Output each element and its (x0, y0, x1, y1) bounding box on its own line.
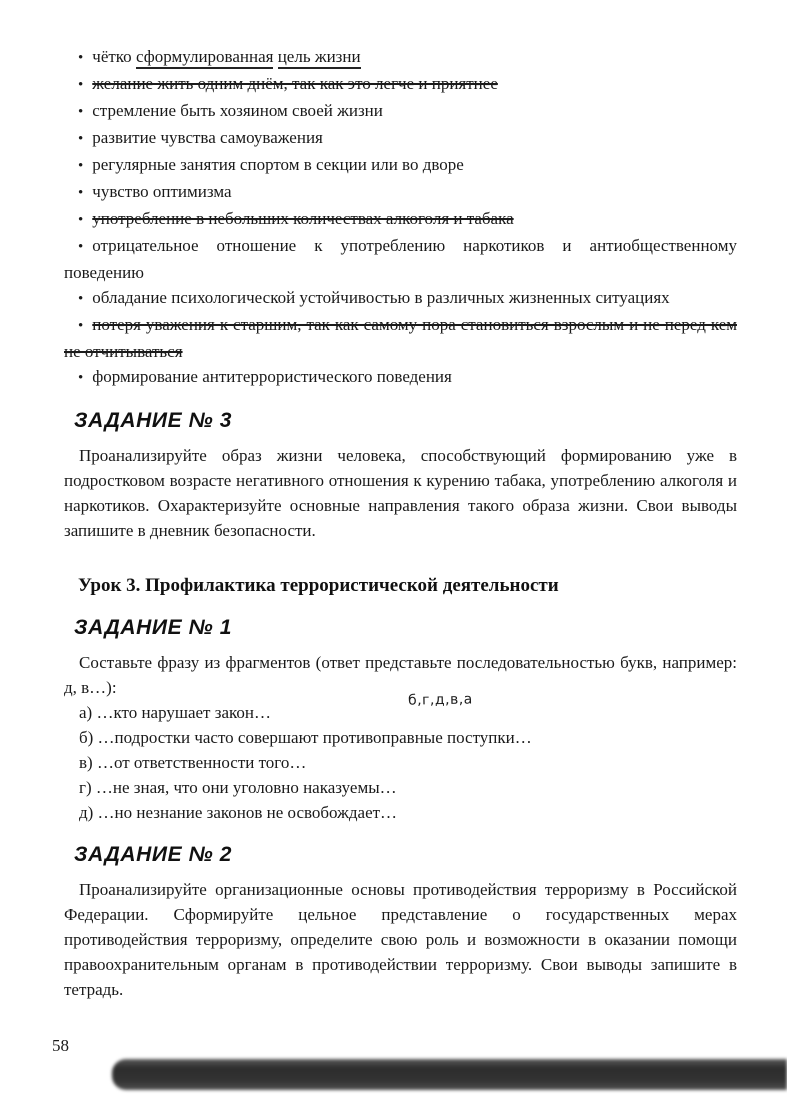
page-number: 58 (52, 1036, 69, 1055)
list-item-text: развитие чувства самоуважения (92, 128, 323, 147)
list-item-text: чётко сформулированная цель жизни (92, 47, 360, 69)
bullet-icon: • (78, 318, 84, 334)
bullet-icon: • (78, 158, 84, 174)
bullet-icon: • (78, 131, 84, 147)
list-item-text: обладание психологической устойчивостью в различных жизненных ситуациях (92, 288, 670, 307)
fragment-item: д) …но незнание законов не освобождает… (79, 803, 398, 822)
list-item-text: регулярные занятия спортом в секции или во дворе (92, 155, 464, 174)
list-item-text: отрицательное отношение к употреблению наркотиков и антиобщественному поведению (64, 236, 737, 282)
list-item (64, 98, 737, 125)
scan-artifact-band (112, 1059, 787, 1090)
lesson-heading: Урок 3. Профилактика террористической деятельности (78, 575, 559, 596)
list-item (64, 44, 737, 71)
list-item-text: чувство оптимизма (92, 182, 232, 201)
bullet-icon: • (78, 370, 84, 386)
pen-underline: цель жизни (278, 47, 361, 69)
task2-heading: ЗАДАНИЕ № 2 (74, 843, 233, 866)
list-item-text: стремление быть хозяином своей жизни (92, 101, 383, 120)
fragment-item: г) …не зная, что они уголовно наказуемы… (79, 778, 397, 797)
list-item-text: формирование антитеррористического поведения (92, 367, 452, 386)
list-item (64, 125, 737, 152)
list-item-text-struck: потеря уважения к старшим, так как самому пора становиться взрослым и не перед кем не отчитываться (64, 315, 737, 361)
list-item-text-struck: желание жить одним днём, так как это легче и приятнее (92, 74, 498, 93)
list-item (64, 179, 737, 206)
pen-underline: сформулированная (136, 47, 274, 69)
fragment-item: в) …от ответственности того… (79, 753, 307, 772)
bullet-icon: • (78, 212, 84, 228)
list-item (64, 285, 737, 312)
fragment-list (64, 691, 737, 825)
task1-intro: Составьте фразу из фрагментов (ответ представьте последовательностью букв, например: д, в…): (64, 653, 737, 697)
list-item (64, 206, 737, 233)
bullet-icon: • (78, 185, 84, 201)
bullet-list (64, 44, 737, 391)
list-item (64, 152, 737, 179)
bullet-icon: • (78, 239, 84, 255)
list-item-text-struck: употребление в небольших количествах алкоголя и табака (92, 209, 514, 228)
list-item (64, 233, 737, 285)
fragment-item: б) …подростки часто совершают противоправные поступки… (79, 728, 532, 747)
fragment-item: а) …кто нарушает закон… (79, 703, 271, 722)
bullet-icon: • (78, 50, 84, 66)
bullet-icon: • (78, 77, 84, 93)
list-item (64, 71, 737, 98)
task3-heading: ЗАДАНИЕ № 3 (74, 409, 233, 432)
list-item (64, 364, 737, 391)
bullet-icon: • (78, 104, 84, 120)
list-item (64, 312, 737, 364)
task2-paragraph: Проанализируйте организационные основы противодействия терроризму в Российской Федерации. Сформируйте цельное представление о государственных мерах противодействия терроризму, определите свою роль и возможности в оказании помощи правоохранительным органам в противодействии терроризму. Свои выводы запишите в тетрадь. (64, 880, 737, 999)
bullet-icon: • (78, 291, 84, 307)
task3-paragraph: Проанализируйте образ жизни человека, способствующий формированию уже в подростковом возрасте негативного отношения к курению табака, употреблению алкоголя и наркотиков. Охарактеризуйте основные направления такого образа жизни. Свои выводы запишите в дневник безопасности. (64, 446, 737, 540)
handwritten-answer: б,г,д,в,а (407, 691, 473, 709)
task1-heading: ЗАДАНИЕ № 1 (74, 616, 233, 639)
